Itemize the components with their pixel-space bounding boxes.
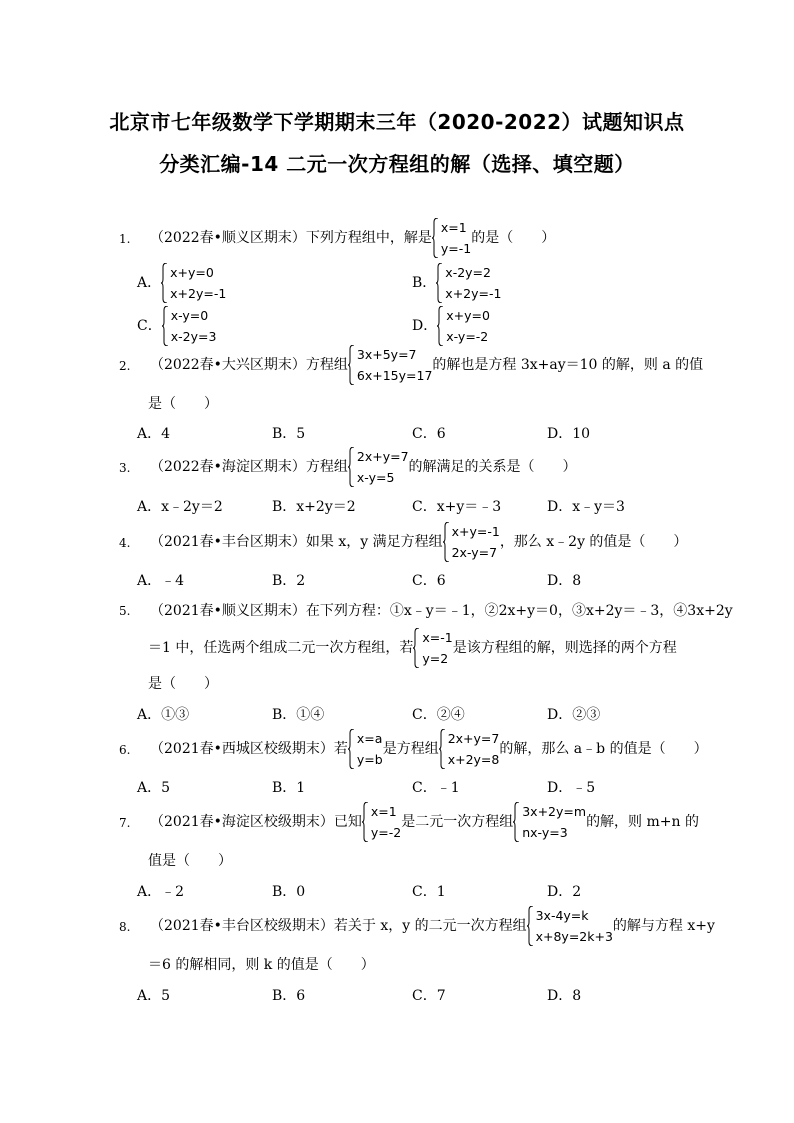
brace-icon (436, 263, 443, 303)
brace-icon (437, 306, 444, 346)
brace-icon (362, 802, 369, 842)
option-c: C．6 (412, 426, 446, 442)
brace-icon (348, 345, 355, 385)
option-d: D．8 (547, 988, 582, 1004)
equation-system: x+y=0 x+2y=-1 (161, 262, 226, 304)
option-c: C． x-y=0 x-2y=3 (137, 305, 216, 347)
question-number: 2. (119, 359, 131, 373)
option-d: D．﹣5 (547, 780, 596, 796)
option-c: C．②④ (412, 707, 465, 723)
option-d: D． x+y=0 x-y=-2 (412, 305, 490, 347)
brace-icon (443, 522, 450, 562)
equation-system: 3x+5y=7 6x+15y=17 (348, 344, 433, 386)
option-a: A．5 (137, 988, 171, 1004)
document-title-line-2: 分类汇编-14 二元一次方程组的解（选择、填空题） (159, 152, 635, 176)
question-number: 4. (119, 536, 131, 550)
question-7-stem: （2021春•海淀区校级期末）已知 x=1 y=-2 是二元一次方程组 3x+2y=m nx-y=3 的解，则 m+n 的 (150, 801, 699, 843)
option-b: B．x+2y＝2 (272, 499, 356, 515)
question-text: （2022春•顺义区期末）下列方程组中，解是 (150, 230, 432, 246)
question-6-stem: （2021春•西城区校级期末）若 x=a y=b 是方程组 2x+y=7 x+2y=8 的解，那么 a﹣b 的值是（ ） (150, 728, 708, 770)
brace-icon (527, 906, 534, 946)
question-text: 的是（ ） (471, 230, 556, 246)
option-a: A．﹣2 (137, 884, 185, 900)
brace-icon (161, 263, 168, 303)
equation-system: 3x+2y=m nx-y=3 (513, 801, 586, 843)
question-number: 7. (119, 816, 131, 830)
question-number: 8. (119, 920, 131, 934)
option-a: A．x﹣2y＝2 (137, 499, 223, 515)
brace-icon (439, 729, 446, 769)
option-b: B．1 (272, 780, 306, 796)
option-a: A．﹣4 (137, 573, 185, 589)
question-5-stem-cont: ＝1 中，任选两个组成二元一次方程组，若 x=-1 y=2 是该方程组的解，则选择的两个方程 (148, 627, 677, 669)
option-b: B．2 (272, 573, 306, 589)
option-a: A．4 (137, 426, 171, 442)
option-c: C．6 (412, 573, 446, 589)
equation-system: x=1 y=-2 (362, 801, 401, 843)
option-a: A． x+y=0 x+2y=-1 (137, 262, 226, 304)
brace-icon (513, 802, 520, 842)
equation-system: x-y=0 x-2y=3 (162, 305, 217, 347)
option-c: C．7 (412, 988, 446, 1004)
option-b: B． x-2y=2 x+2y=-1 (412, 262, 501, 304)
option-b: B．①④ (272, 707, 325, 723)
equation-system: x+y=0 x-y=-2 (437, 305, 490, 347)
option-c: C．﹣1 (412, 780, 460, 796)
option-d: D．x﹣y＝3 (547, 499, 625, 515)
option-d: D．②③ (547, 707, 601, 723)
brace-icon (348, 729, 355, 769)
option-c: C．x+y＝﹣3 (412, 499, 502, 515)
question-number: 3. (119, 461, 131, 475)
question-8-stem: （2021春•丰台区校级期末）若关于 x，y 的二元一次方程组 3x-4y=k x+8y=2k+3 的解与方程 x+y (150, 905, 715, 947)
equation-system: x=-1 y=2 (413, 627, 452, 669)
question-4-stem: （2021春•丰台区期末）如果 x，y 满足方程组 x+y=-1 2x-y=7 ，那么 x﹣2y 的值是（ ） (150, 521, 687, 563)
equation-system: 3x-4y=k x+8y=2k+3 (527, 905, 613, 947)
question-number: 5. (119, 604, 131, 618)
brace-icon (413, 628, 420, 668)
question-number: 1. (119, 232, 131, 246)
equation-system: 2x+y=7 x-y=5 (348, 446, 409, 488)
brace-icon (432, 218, 439, 258)
option-c: C．1 (412, 884, 446, 900)
brace-icon (348, 447, 355, 487)
option-b: B．6 (272, 988, 306, 1004)
question-number: 6. (119, 743, 131, 757)
question-2-stem: （2022春•大兴区期末）方程组 3x+5y=7 6x+15y=17 的解也是方程 3x+ay＝10 的解，则 a 的值 (150, 344, 703, 386)
question-3-stem: （2022春•海淀区期末）方程组 2x+y=7 x-y=5 的解满足的关系是（ ） (150, 446, 577, 488)
option-d: D．8 (547, 573, 582, 589)
option-b: B．5 (272, 426, 306, 442)
equation-system: x=a y=b (348, 728, 383, 770)
document-title-line-1: 北京市七年级数学下学期期末三年（2020-2022）试题知识点 (109, 110, 685, 134)
equation-system: 2x+y=7 x+2y=8 (439, 728, 500, 770)
brace-icon (162, 306, 169, 346)
option-b: B．0 (272, 884, 306, 900)
question-text: ＝6 的解相同，则 k 的值是（ ） (148, 957, 375, 973)
question-5-stem: （2021春•顺义区期末）在下列方程：①x﹣y＝﹣1，②2x+y＝0，③x+2y＝﹣3，④3x+2y (150, 603, 733, 619)
equation-system: x-2y=2 x+2y=-1 (436, 262, 501, 304)
question-1-stem (150, 217, 555, 259)
equation-system: x+y=-1 2x-y=7 (443, 521, 500, 563)
question-text: 值是（ ） (148, 853, 232, 869)
question-text: 是（ ） (148, 396, 218, 412)
option-d: D．10 (547, 426, 591, 442)
question-text: 是（ ） (148, 676, 218, 692)
equation-system: x=1 y=-1 (432, 217, 471, 259)
option-a: A．①③ (137, 707, 190, 723)
option-a: A．5 (137, 780, 171, 796)
option-d: D．2 (547, 884, 582, 900)
